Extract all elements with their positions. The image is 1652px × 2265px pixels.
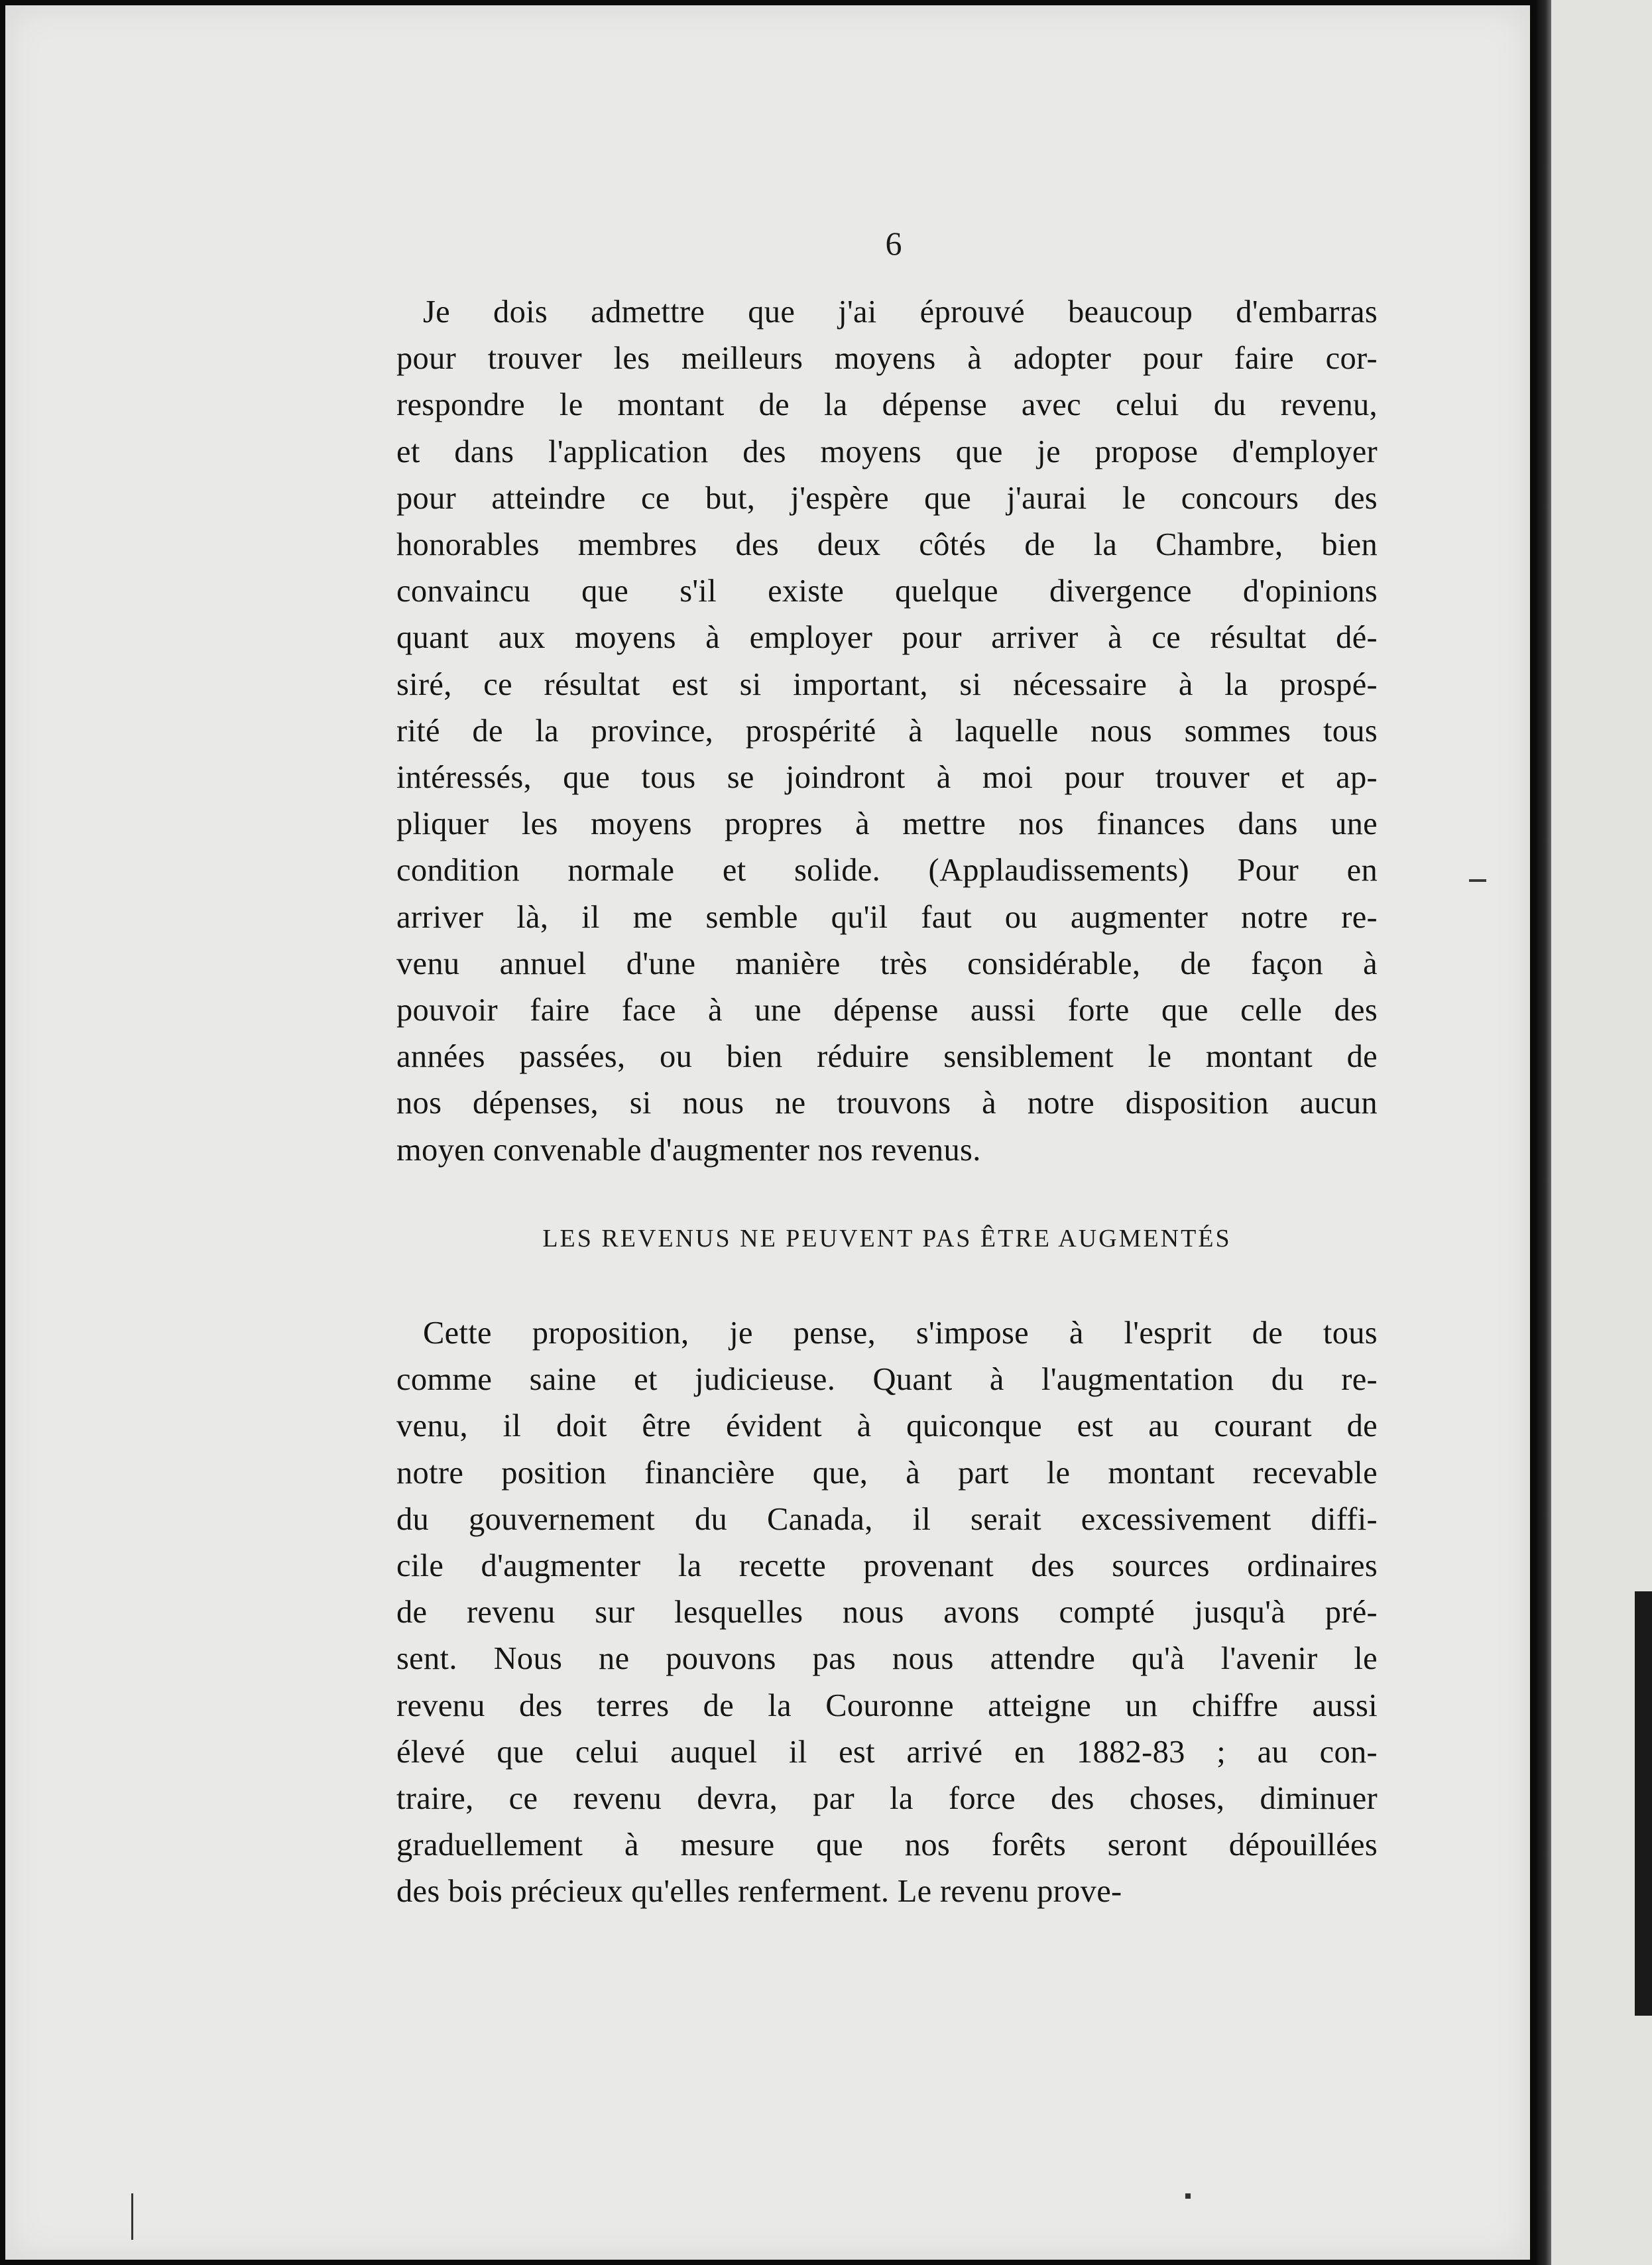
text-line: comme saine et judicieuse. Quant à l'augmentation du re- bbox=[396, 1362, 1378, 1398]
text-line: pour trouver les meilleurs moyens à adopter pour faire cor- bbox=[396, 341, 1378, 377]
scan-speck bbox=[1185, 2193, 1191, 2199]
margin-mark bbox=[1469, 879, 1486, 882]
text-line: sent. Nous ne pouvons pas nous attendre qu'à l'avenir le bbox=[396, 1641, 1378, 1677]
text-line: condition normale et solide. (Applaudissements) Pour en bbox=[396, 853, 1378, 888]
text-line: notre position financière que, à part le montant recevable bbox=[396, 1455, 1378, 1491]
book-page bbox=[5, 5, 1530, 2260]
text-line: pliquer les moyens propres à mettre nos finances dans une bbox=[396, 806, 1378, 842]
text-line: graduellement à mesure que nos forêts seront dépouillées bbox=[396, 1827, 1378, 1863]
text-line: Cette proposition, je pense, s'impose à l'esprit de tous bbox=[423, 1316, 1378, 1351]
text-line: honorables membres des deux côtés de la Chambre, bien bbox=[396, 527, 1378, 563]
text-line: années passées, ou bien réduire sensiblement le montant de bbox=[396, 1039, 1378, 1075]
text-line: des bois précieux qu'elles renferment. Le revenu prove- bbox=[396, 1874, 1122, 1910]
text-line: venu, il doit être évident à quiconque est au courant de bbox=[396, 1408, 1378, 1444]
text-line: traire, ce revenu devra, par la force des choses, diminuer bbox=[396, 1781, 1378, 1817]
text-line: moyen convenable d'augmenter nos revenus. bbox=[396, 1132, 981, 1168]
page-edge-shadow bbox=[1635, 1591, 1652, 2016]
text-line: nos dépenses, si nous ne trouvons à notre disposition aucun bbox=[396, 1085, 1378, 1121]
page-number: 6 bbox=[885, 225, 902, 262]
text-line: élevé que celui auquel il est arrivé en 1882-83 ; au con- bbox=[396, 1734, 1378, 1770]
text-line: respondre le montant de la dépense avec celui du revenu, bbox=[396, 387, 1378, 423]
text-line: venu annuel d'une manière très considérable, de façon à bbox=[396, 946, 1378, 981]
section-heading: LES REVENUS NE PEUVENT PAS ÊTRE AUGMENTÉS bbox=[542, 1225, 1232, 1253]
text-line: rité de la province, prospérité à laquelle nous sommes tous bbox=[396, 713, 1378, 749]
paragraph-2 bbox=[396, 1310, 1378, 1916]
text-line: quant aux moyens à employer pour arriver à ce résultat dé- bbox=[396, 620, 1378, 656]
text-line: et dans l'application des moyens que je propose d'employer bbox=[396, 434, 1378, 469]
text-line: pouvoir faire face à une dépense aussi forte que celle des bbox=[396, 993, 1378, 1028]
paragraph-1 bbox=[396, 289, 1378, 1174]
book-spine bbox=[1537, 0, 1551, 2265]
adjacent-page-edge bbox=[1537, 0, 1652, 2265]
text-line: cile d'augmenter la recette provenant des sources ordinaires bbox=[396, 1548, 1378, 1584]
text-line: arriver là, il me semble qu'il faut ou augmenter notre re- bbox=[396, 899, 1378, 935]
text-line: convaincu que s'il existe quelque divergence d'opinions bbox=[396, 574, 1378, 609]
text-line: de revenu sur lesquelles nous avons compté jusqu'à pré- bbox=[396, 1595, 1378, 1630]
scan-speck bbox=[131, 2193, 133, 2240]
text-line: pour atteindre ce but, j'espère que j'aurai le concours des bbox=[396, 480, 1378, 516]
text-line: Je dois admettre que j'ai éprouvé beaucoup d'embarras bbox=[423, 294, 1378, 330]
text-line: du gouvernement du Canada, il serait excessivement diffi- bbox=[396, 1501, 1378, 1537]
text-line: siré, ce résultat est si important, si nécessaire à la prospé- bbox=[396, 666, 1378, 702]
text-line: revenu des terres de la Couronne atteigne un chiffre aussi bbox=[396, 1687, 1378, 1723]
text-line: intéressés, que tous se joindront à moi pour trouver et ap- bbox=[396, 760, 1378, 796]
